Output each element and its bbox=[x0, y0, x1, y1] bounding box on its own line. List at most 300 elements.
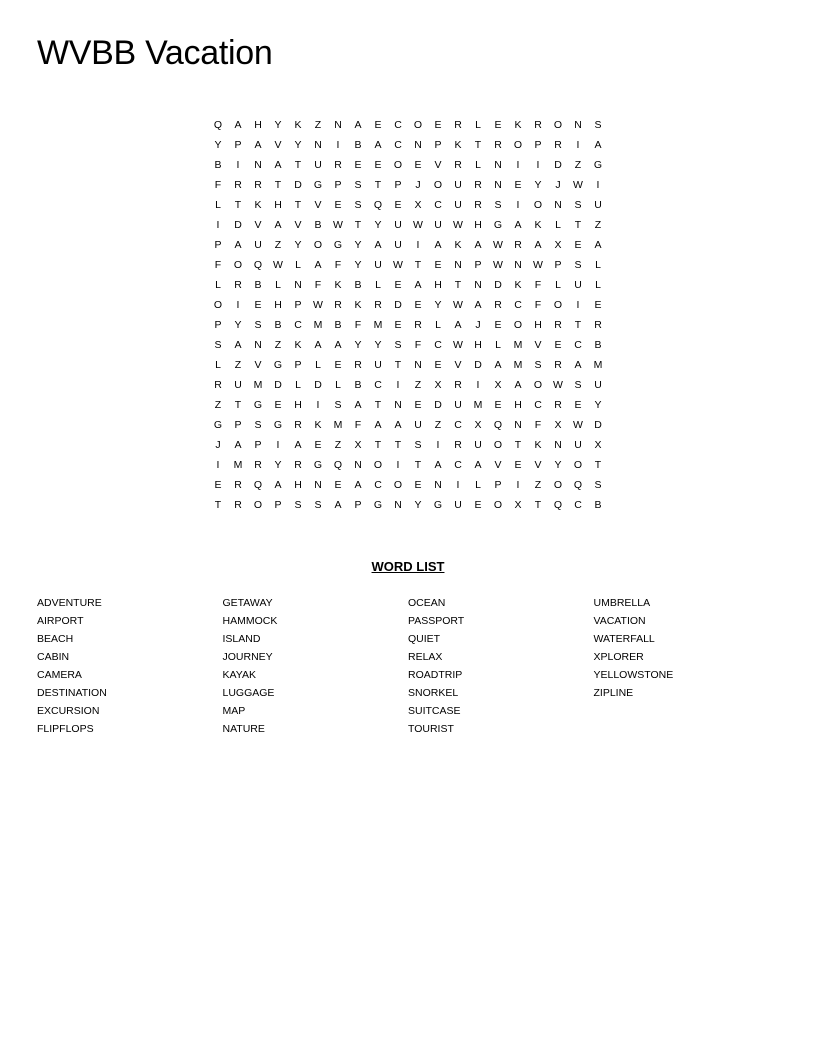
grid-letter: Q bbox=[553, 499, 563, 511]
grid-letter: R bbox=[554, 359, 562, 371]
grid-letter: O bbox=[433, 179, 443, 191]
grid-letter: R bbox=[594, 319, 602, 331]
grid-letter: Y bbox=[374, 219, 382, 231]
grid-letter: C bbox=[454, 419, 462, 431]
grid-letter: X bbox=[474, 419, 482, 431]
grid-letter: S bbox=[294, 499, 302, 511]
grid-letter: A bbox=[394, 419, 402, 431]
grid-letter: I bbox=[476, 379, 480, 391]
grid-row bbox=[208, 115, 608, 135]
grid-letter: Q bbox=[333, 459, 343, 471]
word-list-item: ISLAND bbox=[222, 633, 261, 645]
word-list-item: ADVENTURE bbox=[37, 597, 102, 609]
word-list-item: SNORKEL bbox=[408, 687, 459, 699]
grid-letter: A bbox=[534, 239, 542, 251]
grid-letter: A bbox=[274, 479, 282, 491]
word-list-item: YELLOWSTONE bbox=[593, 669, 674, 681]
grid-letter: W bbox=[453, 299, 463, 311]
word-list-item: NATURE bbox=[222, 723, 265, 735]
grid-letter: K bbox=[454, 239, 462, 251]
grid-letter: A bbox=[514, 379, 522, 391]
grid-letter: U bbox=[574, 279, 582, 291]
grid-letter: X bbox=[494, 379, 502, 391]
grid-letter: E bbox=[414, 299, 422, 311]
word-list-item: WATERFALL bbox=[593, 633, 655, 645]
grid-letter: I bbox=[516, 479, 520, 491]
grid-letter: M bbox=[333, 419, 343, 431]
grid-row bbox=[208, 355, 608, 375]
grid-letter: U bbox=[594, 199, 602, 211]
grid-letter: H bbox=[474, 219, 482, 231]
grid-letter: P bbox=[474, 259, 482, 271]
grid-letter: O bbox=[393, 159, 403, 171]
grid-letter: F bbox=[414, 339, 422, 351]
grid-letter: R bbox=[334, 299, 342, 311]
grid-letter: A bbox=[414, 279, 422, 291]
grid-letter: E bbox=[274, 399, 282, 411]
grid-letter: X bbox=[434, 379, 442, 391]
grid-letter: B bbox=[354, 379, 362, 391]
grid-letter: V bbox=[314, 199, 322, 211]
grid-letter: R bbox=[234, 179, 242, 191]
grid-letter: B bbox=[254, 279, 262, 291]
grid-letter: R bbox=[214, 379, 222, 391]
grid-letter: Q bbox=[253, 259, 263, 271]
grid-letter: O bbox=[373, 459, 383, 471]
grid-letter: G bbox=[313, 179, 323, 191]
grid-letter: A bbox=[234, 439, 242, 451]
grid-letter: O bbox=[533, 199, 543, 211]
grid-letter: A bbox=[354, 119, 362, 131]
word-list-item: AIRPORT bbox=[37, 615, 84, 627]
grid-letter: N bbox=[494, 179, 502, 191]
grid-letter: E bbox=[494, 399, 502, 411]
grid-letter: K bbox=[514, 119, 522, 131]
grid-letter: K bbox=[354, 299, 362, 311]
grid-letter: U bbox=[234, 379, 242, 391]
grid-letter: A bbox=[294, 439, 302, 451]
grid-letter: A bbox=[374, 239, 382, 251]
grid-letter: T bbox=[414, 459, 422, 471]
grid-letter: E bbox=[494, 119, 502, 131]
grid-letter: G bbox=[273, 419, 283, 431]
grid-letter: S bbox=[254, 319, 262, 331]
grid-letter: E bbox=[314, 439, 322, 451]
grid-letter: S bbox=[414, 439, 422, 451]
grid-letter: E bbox=[334, 359, 342, 371]
grid-row bbox=[208, 435, 608, 455]
grid-letter: V bbox=[274, 139, 282, 151]
grid-letter: P bbox=[234, 419, 242, 431]
grid-letter: Q bbox=[213, 119, 223, 131]
grid-letter: E bbox=[434, 119, 442, 131]
grid-letter: R bbox=[454, 379, 462, 391]
grid-row bbox=[208, 195, 608, 215]
grid-letter: Z bbox=[594, 219, 602, 231]
grid-letter: S bbox=[494, 199, 502, 211]
grid-letter: J bbox=[415, 179, 421, 191]
word-list-item: TOURIST bbox=[408, 723, 454, 735]
grid-letter: A bbox=[594, 239, 602, 251]
grid-row bbox=[208, 335, 608, 355]
grid-letter: O bbox=[553, 119, 563, 131]
grid-letter: A bbox=[334, 499, 342, 511]
grid-letter: M bbox=[593, 359, 603, 371]
grid-letter: T bbox=[394, 359, 402, 371]
word-list-item: BEACH bbox=[37, 633, 74, 645]
grid-letter: T bbox=[234, 199, 242, 211]
grid-letter: R bbox=[494, 139, 502, 151]
grid-letter: D bbox=[494, 279, 502, 291]
grid-letter: T bbox=[594, 459, 602, 471]
grid-letter: T bbox=[394, 439, 402, 451]
grid-letter: A bbox=[314, 339, 322, 351]
grid-letter: E bbox=[254, 299, 262, 311]
grid-letter: Y bbox=[434, 299, 442, 311]
grid-letter: R bbox=[494, 299, 502, 311]
grid-letter: K bbox=[314, 419, 322, 431]
grid-letter: X bbox=[354, 439, 362, 451]
grid-letter: T bbox=[354, 219, 362, 231]
grid-letter: B bbox=[594, 499, 602, 511]
grid-letter: Y bbox=[274, 119, 282, 131]
grid-letter: P bbox=[534, 139, 542, 151]
grid-letter: F bbox=[534, 279, 542, 291]
grid-letter: I bbox=[576, 139, 580, 151]
grid-letter: H bbox=[474, 339, 482, 351]
grid-letter: A bbox=[354, 479, 362, 491]
grid-letter: A bbox=[594, 139, 602, 151]
grid-letter: C bbox=[534, 399, 542, 411]
grid-letter: Z bbox=[234, 359, 242, 371]
grid-letter: Y bbox=[374, 339, 382, 351]
grid-letter: D bbox=[474, 359, 482, 371]
grid-letter: E bbox=[594, 299, 602, 311]
word-list-item: RELAX bbox=[408, 651, 443, 663]
word-list-item: QUIET bbox=[408, 633, 441, 645]
grid-letter: G bbox=[213, 419, 223, 431]
grid-letter: L bbox=[475, 159, 481, 171]
grid-letter: S bbox=[574, 259, 582, 271]
grid-letter: C bbox=[454, 459, 462, 471]
grid-letter: U bbox=[394, 239, 402, 251]
grid-letter: L bbox=[215, 199, 221, 211]
grid-letter: P bbox=[274, 499, 282, 511]
grid-letter: O bbox=[393, 479, 403, 491]
grid-letter: P bbox=[394, 179, 402, 191]
grid-row bbox=[208, 135, 608, 155]
grid-letter: G bbox=[433, 499, 443, 511]
word-list-item: ROADTRIP bbox=[408, 669, 463, 681]
grid-letter: E bbox=[394, 199, 402, 211]
grid-letter: S bbox=[394, 339, 402, 351]
grid-letter: G bbox=[313, 459, 323, 471]
grid-letter: I bbox=[396, 379, 400, 391]
grid-letter: H bbox=[274, 199, 282, 211]
grid-letter: P bbox=[234, 139, 242, 151]
grid-letter: Z bbox=[274, 339, 282, 351]
grid-letter: U bbox=[454, 199, 462, 211]
grid-letter: Z bbox=[334, 439, 342, 451]
grid-letter: E bbox=[374, 159, 382, 171]
grid-letter: R bbox=[234, 279, 242, 291]
grid-letter: D bbox=[294, 179, 302, 191]
grid-letter: J bbox=[555, 179, 561, 191]
word-list-item: VACATION bbox=[593, 615, 646, 627]
grid-letter: R bbox=[354, 359, 362, 371]
word-list-item: ZIPLINE bbox=[593, 687, 634, 699]
grid-letter: W bbox=[573, 419, 583, 431]
grid-letter: L bbox=[595, 279, 601, 291]
grid-letter: A bbox=[314, 259, 322, 271]
letter-grid bbox=[208, 115, 608, 515]
grid-letter: N bbox=[454, 259, 462, 271]
grid-letter: K bbox=[294, 119, 302, 131]
grid-letter: R bbox=[554, 139, 562, 151]
grid-letter: A bbox=[234, 239, 242, 251]
grid-letter: E bbox=[434, 359, 442, 371]
grid-letter: D bbox=[554, 159, 562, 171]
grid-letter: B bbox=[274, 319, 282, 331]
grid-letter: E bbox=[514, 459, 522, 471]
grid-letter: S bbox=[214, 339, 222, 351]
grid-row bbox=[208, 455, 608, 475]
grid-letter: X bbox=[514, 499, 522, 511]
grid-letter: S bbox=[254, 419, 262, 431]
grid-letter: E bbox=[214, 479, 222, 491]
grid-row bbox=[208, 215, 608, 235]
grid-letter: Q bbox=[253, 479, 263, 491]
grid-letter: L bbox=[555, 279, 561, 291]
grid-letter: P bbox=[294, 359, 302, 371]
grid-letter: S bbox=[314, 499, 322, 511]
grid-letter: G bbox=[493, 219, 503, 231]
grid-letter: Q bbox=[373, 199, 383, 211]
grid-letter: P bbox=[254, 439, 262, 451]
grid-letter: C bbox=[294, 319, 302, 331]
grid-letter: E bbox=[514, 179, 522, 191]
grid-letter: Y bbox=[234, 319, 242, 331]
grid-row bbox=[208, 395, 608, 415]
grid-letter: K bbox=[534, 219, 542, 231]
grid-letter: P bbox=[554, 259, 562, 271]
grid-letter: Y bbox=[294, 239, 302, 251]
grid-letter: N bbox=[254, 159, 262, 171]
grid-letter: T bbox=[294, 159, 302, 171]
grid-row bbox=[208, 275, 608, 295]
grid-letter: U bbox=[254, 239, 262, 251]
grid-letter: F bbox=[534, 299, 542, 311]
grid-letter: F bbox=[214, 179, 222, 191]
grid-letter: O bbox=[513, 319, 523, 331]
grid-letter: R bbox=[414, 319, 422, 331]
grid-letter: K bbox=[454, 139, 462, 151]
word-list-item: JOURNEY bbox=[222, 651, 273, 663]
grid-letter: O bbox=[513, 139, 523, 151]
grid-letter: O bbox=[493, 499, 503, 511]
grid-letter: I bbox=[456, 479, 460, 491]
grid-letter: N bbox=[414, 139, 422, 151]
grid-letter: L bbox=[475, 479, 481, 491]
grid-letter: N bbox=[294, 279, 302, 291]
grid-letter: L bbox=[495, 339, 501, 351]
grid-letter: S bbox=[594, 119, 602, 131]
word-list-item: HAMMOCK bbox=[222, 615, 278, 627]
grid-letter: S bbox=[334, 399, 342, 411]
grid-letter: Y bbox=[354, 259, 362, 271]
grid-letter: K bbox=[534, 439, 542, 451]
grid-letter: N bbox=[574, 119, 582, 131]
word-list-item: CABIN bbox=[37, 651, 70, 663]
grid-letter: F bbox=[314, 279, 322, 291]
page-title: WVBB Vacation bbox=[37, 34, 273, 72]
grid-letter: B bbox=[314, 219, 322, 231]
grid-letter: P bbox=[494, 479, 502, 491]
grid-letter: H bbox=[294, 399, 302, 411]
grid-letter: I bbox=[336, 139, 340, 151]
grid-letter: N bbox=[334, 119, 342, 131]
grid-letter: U bbox=[594, 379, 602, 391]
grid-letter: H bbox=[294, 479, 302, 491]
grid-letter: L bbox=[375, 279, 381, 291]
grid-letter: B bbox=[214, 159, 222, 171]
grid-letter: Z bbox=[434, 419, 442, 431]
grid-letter: A bbox=[254, 139, 262, 151]
grid-letter: P bbox=[294, 299, 302, 311]
grid-letter: T bbox=[274, 179, 282, 191]
grid-letter: T bbox=[414, 259, 422, 271]
grid-row bbox=[208, 375, 608, 395]
grid-letter: R bbox=[334, 159, 342, 171]
grid-letter: N bbox=[514, 419, 522, 431]
grid-letter: B bbox=[334, 319, 342, 331]
grid-letter: I bbox=[536, 159, 540, 171]
grid-letter: Y bbox=[294, 139, 302, 151]
grid-letter: K bbox=[254, 199, 262, 211]
grid-letter: U bbox=[474, 439, 482, 451]
grid-letter: X bbox=[594, 439, 602, 451]
grid-letter: U bbox=[454, 499, 462, 511]
grid-letter: E bbox=[474, 499, 482, 511]
word-list-item: GETAWAY bbox=[222, 597, 273, 609]
grid-letter: L bbox=[295, 379, 301, 391]
grid-letter: C bbox=[434, 199, 442, 211]
grid-letter: T bbox=[214, 499, 222, 511]
grid-letter: H bbox=[274, 299, 282, 311]
grid-letter: U bbox=[374, 359, 382, 371]
grid-letter: V bbox=[494, 459, 502, 471]
grid-row bbox=[208, 155, 608, 175]
grid-letter: R bbox=[474, 179, 482, 191]
grid-letter: S bbox=[574, 199, 582, 211]
grid-letter: A bbox=[274, 159, 282, 171]
grid-letter: V bbox=[254, 359, 262, 371]
grid-letter: N bbox=[414, 359, 422, 371]
grid-letter: A bbox=[474, 299, 482, 311]
grid-letter: Z bbox=[214, 399, 222, 411]
grid-letter: S bbox=[574, 379, 582, 391]
grid-letter: I bbox=[596, 179, 600, 191]
grid-letter: R bbox=[254, 179, 262, 191]
grid-letter: U bbox=[574, 439, 582, 451]
grid-letter: I bbox=[396, 459, 400, 471]
grid-letter: N bbox=[474, 279, 482, 291]
grid-letter: M bbox=[513, 339, 523, 351]
grid-letter: B bbox=[594, 339, 602, 351]
grid-letter: N bbox=[494, 159, 502, 171]
grid-letter: W bbox=[413, 219, 423, 231]
grid-letter: K bbox=[514, 279, 522, 291]
grid-letter: T bbox=[514, 439, 522, 451]
grid-letter: O bbox=[553, 479, 563, 491]
grid-letter: T bbox=[374, 399, 382, 411]
grid-letter: R bbox=[474, 199, 482, 211]
grid-row bbox=[208, 235, 608, 255]
grid-letter: C bbox=[374, 479, 382, 491]
grid-row bbox=[208, 315, 608, 335]
grid-letter: P bbox=[334, 179, 342, 191]
grid-letter: W bbox=[453, 219, 463, 231]
grid-letter: D bbox=[274, 379, 282, 391]
grid-letter: P bbox=[214, 239, 222, 251]
grid-letter: E bbox=[414, 159, 422, 171]
grid-letter: A bbox=[374, 139, 382, 151]
grid-letter: R bbox=[234, 479, 242, 491]
grid-letter: H bbox=[434, 279, 442, 291]
grid-letter: H bbox=[514, 399, 522, 411]
grid-letter: A bbox=[574, 359, 582, 371]
grid-letter: S bbox=[534, 359, 542, 371]
grid-letter: W bbox=[393, 259, 403, 271]
word-list-item: LUGGAGE bbox=[222, 687, 275, 699]
grid-letter: N bbox=[394, 499, 402, 511]
grid-letter: F bbox=[354, 419, 362, 431]
grid-letter: I bbox=[316, 399, 320, 411]
grid-letter: I bbox=[576, 299, 580, 311]
grid-letter: R bbox=[454, 119, 462, 131]
grid-letter: A bbox=[454, 319, 462, 331]
grid-letter: D bbox=[394, 299, 402, 311]
grid-letter: Z bbox=[574, 159, 582, 171]
grid-letter: C bbox=[434, 339, 442, 351]
grid-letter: U bbox=[394, 219, 402, 231]
word-list-heading: WORD LIST bbox=[371, 559, 445, 574]
grid-letter: W bbox=[493, 239, 503, 251]
grid-letter: F bbox=[534, 419, 542, 431]
grid-letter: G bbox=[333, 239, 343, 251]
grid-letter: Y bbox=[554, 459, 562, 471]
grid-letter: X bbox=[554, 239, 562, 251]
grid-letter: O bbox=[493, 439, 503, 451]
grid-letter: L bbox=[595, 259, 601, 271]
word-list-item: XPLORER bbox=[593, 651, 644, 663]
grid-letter: Y bbox=[354, 339, 362, 351]
grid-letter: U bbox=[374, 259, 382, 271]
grid-letter: W bbox=[493, 259, 503, 271]
grid-letter: G bbox=[253, 399, 263, 411]
grid-letter: A bbox=[234, 339, 242, 351]
word-column bbox=[594, 594, 780, 738]
grid-letter: L bbox=[215, 279, 221, 291]
grid-letter: D bbox=[594, 419, 602, 431]
grid-letter: G bbox=[273, 359, 283, 371]
grid-letter: P bbox=[214, 319, 222, 331]
grid-letter: I bbox=[236, 299, 240, 311]
grid-letter: O bbox=[533, 379, 543, 391]
grid-letter: C bbox=[574, 339, 582, 351]
grid-letter: W bbox=[453, 339, 463, 351]
grid-letter: A bbox=[434, 459, 442, 471]
